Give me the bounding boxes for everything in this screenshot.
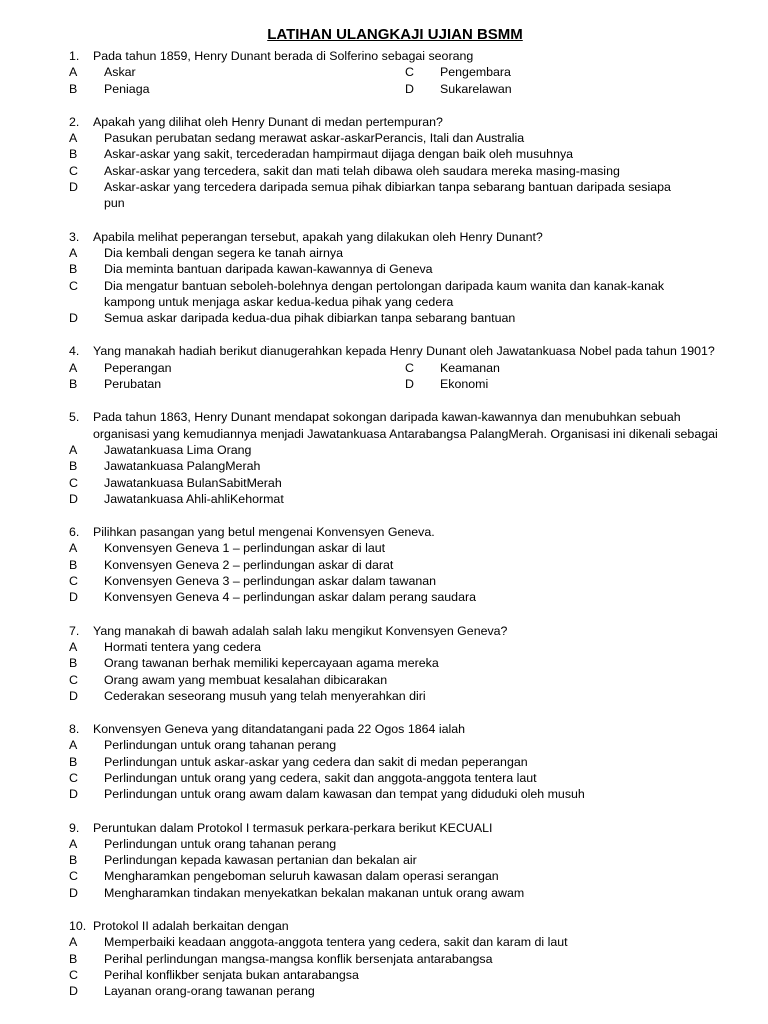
option-text: Perlindungan untuk orang tahanan perang [104,738,337,753]
option-d [405,376,488,392]
option-letter: D [69,311,78,326]
option-text: Konvensyen Geneva 3 – perlindungan askar dalam tawanan [104,574,437,589]
option-letter: B [69,459,78,474]
option-text: Ekonomi [440,377,489,392]
question-line [0,820,768,836]
option-letter: B [69,147,78,162]
option-letter: B [69,81,78,96]
option-letter: B [69,754,78,769]
option-letter: C [69,770,78,785]
option-text: Orang awam yang membuat kesalahan dibicarakan [104,672,388,687]
option-letter: D [405,377,414,392]
option-letter: D [69,590,78,605]
option-b [0,146,768,162]
option-letter: D [69,688,78,703]
option-c [0,573,768,589]
option-letter: B [69,377,78,392]
option-letter: A [69,738,78,753]
question-6 [0,524,768,605]
option-letter: B [69,656,78,671]
question-text: Peruntukan dalam Protokol I termasuk perkara-perkara berikut KECUALI [93,820,493,835]
option-text: Konvensyen Geneva 2 – perlindungan askar di darat [104,557,394,572]
question-line [0,721,768,737]
option-text: Jawatankuasa Ahli-ahliKehormat [104,491,284,506]
question-list [0,48,768,1000]
option-a [0,934,768,950]
question-number: 7. [69,623,80,638]
option-d [0,786,768,802]
option-text: Layanan orang-orang tawanan perang [104,984,315,999]
question-line [0,524,768,540]
question-line [0,426,768,442]
option-b [0,81,405,97]
option-a [0,64,405,80]
option-c [405,64,511,80]
option-b [0,852,768,868]
option-text: Perihal perlindungan mangsa-mangsa konflik bersenjata antarabangsa [104,951,493,966]
option-letter: D [69,491,78,506]
option-text: Askar-askar yang sakit, tercederadan hampirmaut dijaga dengan baik oleh musuhnya [104,147,574,162]
option-letter: A [69,245,78,260]
option-letter: B [69,951,78,966]
question-number: 3. [69,229,80,244]
question-10 [0,918,768,999]
option-letter: C [69,475,78,490]
option-a [0,639,768,655]
option-row [0,376,768,392]
option-text: Mengharamkan pengeboman seluruh kawasan dalam operasi serangan [104,869,499,884]
option-letter: D [69,984,78,999]
option-letter: D [69,787,78,802]
option-c [0,868,768,884]
question-9 [0,820,768,901]
option-letter: D [69,885,78,900]
option-text: Askar-askar yang tercedera, sakit dan mati telah dibawa oleh saudara mereka masing-masing [104,163,620,178]
question-text: Konvensyen Geneva yang ditandatangani pada 22 Ogos 1864 ialah [93,722,466,737]
option-a [0,360,405,376]
option-text: Perlindungan untuk askar-askar yang cedera dan sakit di medan peperangan [104,754,528,769]
question-number: 10. [69,919,87,934]
option-b [0,655,768,671]
option-text: Mengharamkan tindakan menyekatkan bekalan makanan untuk orang awam [104,885,525,900]
option-letter: A [69,360,78,375]
question-line [0,409,768,425]
option-c [0,672,768,688]
option-letter: C [69,574,78,589]
option-letter: D [69,180,78,195]
option-text: Konvensyen Geneva 1 – perlindungan askar di laut [104,541,386,556]
option-text: Jawatankuasa Lima Orang [104,442,252,457]
option-text: Sukarelawan [440,81,512,96]
option-d [0,885,768,901]
question-indent [0,426,93,442]
question-line [0,623,768,639]
option-text: Memperbaiki keadaan anggota-anggota tentera yang cedera, sakit dan karam di laut [104,935,568,950]
option-text: Cederakan seseorang musuh yang telah menyerahkan diri [104,688,426,703]
option-d [0,983,768,999]
option-d [0,310,768,326]
option-text-continued: pun [104,196,125,211]
question-2 [0,114,768,212]
option-text-continued: kampong untuk menjaga askar kedua-kedua pihak yang cedera [104,294,454,309]
option-d [0,688,768,704]
question-line [0,114,768,130]
option-text: Konvensyen Geneva 4 – perlindungan askar dalam perang saudara [104,590,476,605]
question-number: 2. [69,114,80,129]
question-number: 4. [69,344,80,359]
option-d [0,179,768,195]
option-letter: A [69,541,78,556]
option-letter: A [69,131,78,146]
option-text: Askar-askar yang tercedera daripada semua pihak dibiarkan tanpa sebarang bantuan daripada sesiapa [104,180,671,195]
question-text: Yang manakah di bawah adalah salah laku mengikut Konvensyen Geneva? [93,623,508,638]
option-letter: C [69,163,78,178]
question-text-continued: organisasi yang kemudiannya menjadi Jawatankuasa Antarabangsa PalangMerah. Organisasi ini dikenali sebagai [93,426,718,441]
question-number: 6. [69,525,80,540]
option-letter: A [69,639,78,654]
question-line [0,343,768,359]
option-c [0,163,768,179]
option-text: Semua askar daripada kedua-dua pihak dibiarkan tanpa sebarang bantuan [104,311,516,326]
option-letter: C [405,65,414,80]
option-a [0,245,768,261]
option-text: Keamanan [440,360,500,375]
question-line [0,229,768,245]
document-title: LATIHAN ULANGKAJI UJIAN BSMM [267,26,523,43]
option-a [0,737,768,753]
option-text: Pasukan perubatan sedang merawat askar-askarPerancis, Itali dan Australia [104,131,525,146]
option-text: Dia meminta bantuan daripada kawan-kawannya di Geneva [104,262,433,277]
question-text: Protokol II adalah berkaitan dengan [93,919,289,934]
option-b [0,376,405,392]
option-text: Pengembara [440,65,511,80]
option-letter: C [69,967,78,982]
option-b [0,261,768,277]
option-text: Perlindungan untuk orang tahanan perang [104,836,337,851]
option-a [0,130,768,146]
option-a [0,540,768,556]
question-text: Apabila melihat peperangan tersebut, apakah yang dilakukan oleh Henry Dunant? [93,229,543,244]
option-text: Jawatankuasa PalangMerah [104,459,261,474]
option-c [0,967,768,983]
option-row [0,64,768,80]
option-letter: C [405,360,414,375]
question-7 [0,623,768,704]
question-1 [0,48,768,97]
option-c [0,278,768,294]
option-text: Perlindungan untuk orang awam dalam kawasan dan tempat yang diduduki oleh musuh [104,787,585,802]
option-c [0,770,768,786]
option-letter: A [69,65,78,80]
option-a [0,442,768,458]
question-4 [0,343,768,392]
option-text: Dia mengatur bantuan seboleh-bolehnya dengan pertolongan daripada kaum wanita dan kanak-kanak [104,278,665,293]
option-letter: D [405,81,414,96]
option-a [0,836,768,852]
question-3 [0,229,768,327]
option-d [0,589,768,605]
option-letter: A [69,836,78,851]
option-letter: C [69,672,78,687]
option-text: Perlindungan kepada kawasan pertanian dan bekalan air [104,853,417,868]
option-letter: A [69,935,78,950]
question-number: 1. [69,49,80,63]
option-text: Dia kembali dengan segera ke tanah airnya [104,245,344,260]
option-letter: B [69,262,78,277]
question-number: 8. [69,722,80,737]
option-row [0,81,768,97]
question-line [0,48,768,64]
option-text: Hormati tentera yang cedera [104,639,262,654]
option-b [0,754,768,770]
option-b [0,458,768,474]
question-text: Pada tahun 1859, Henry Dunant berada di Solferino sebagai seorang [93,49,474,63]
question-text: Yang manakah hadiah berikut dianugerahkan kepada Henry Dunant oleh Jawatankuasa Nobel pada tahun 1901? [93,344,715,359]
option-b [0,951,768,967]
option-letter: B [69,557,78,572]
question-text: Pilihkan pasangan yang betul mengenai Konvensyen Geneva. [93,525,435,540]
option-text: Peniaga [104,81,150,96]
option-text: Perubatan [104,377,162,392]
question-number: 9. [69,820,80,835]
question-text: Pada tahun 1863, Henry Dunant mendapat sokongan daripada kawan-kawannya dan menubuhkan sebuah [93,410,681,425]
option-letter: C [69,869,78,884]
option-text: Perihal konflikber senjata bukan antarabangsa [104,967,359,982]
option-d [0,491,768,507]
option-b [0,557,768,573]
option-text: Perlindungan untuk orang yang cedera, sakit dan anggota-anggota tentera laut [104,770,537,785]
question-8 [0,721,768,802]
option-text: Jawatankuasa BulanSabitMerah [104,475,282,490]
option-row [0,360,768,376]
question-text: Apakah yang dilihat oleh Henry Dunant di medan pertempuran? [93,114,443,129]
option-text: Orang tawanan berhak memiliki kepercayaan agama mereka [104,656,439,671]
question-number: 5. [69,410,80,425]
option-c [0,475,768,491]
question-line [0,918,768,934]
option-c [405,360,500,376]
option-letter: C [69,278,78,293]
option-text: Askar [104,65,136,80]
option-text: Peperangan [104,360,172,375]
option-d [405,81,512,97]
question-5 [0,409,768,507]
option-letter: A [69,442,78,457]
option-letter: B [69,853,78,868]
